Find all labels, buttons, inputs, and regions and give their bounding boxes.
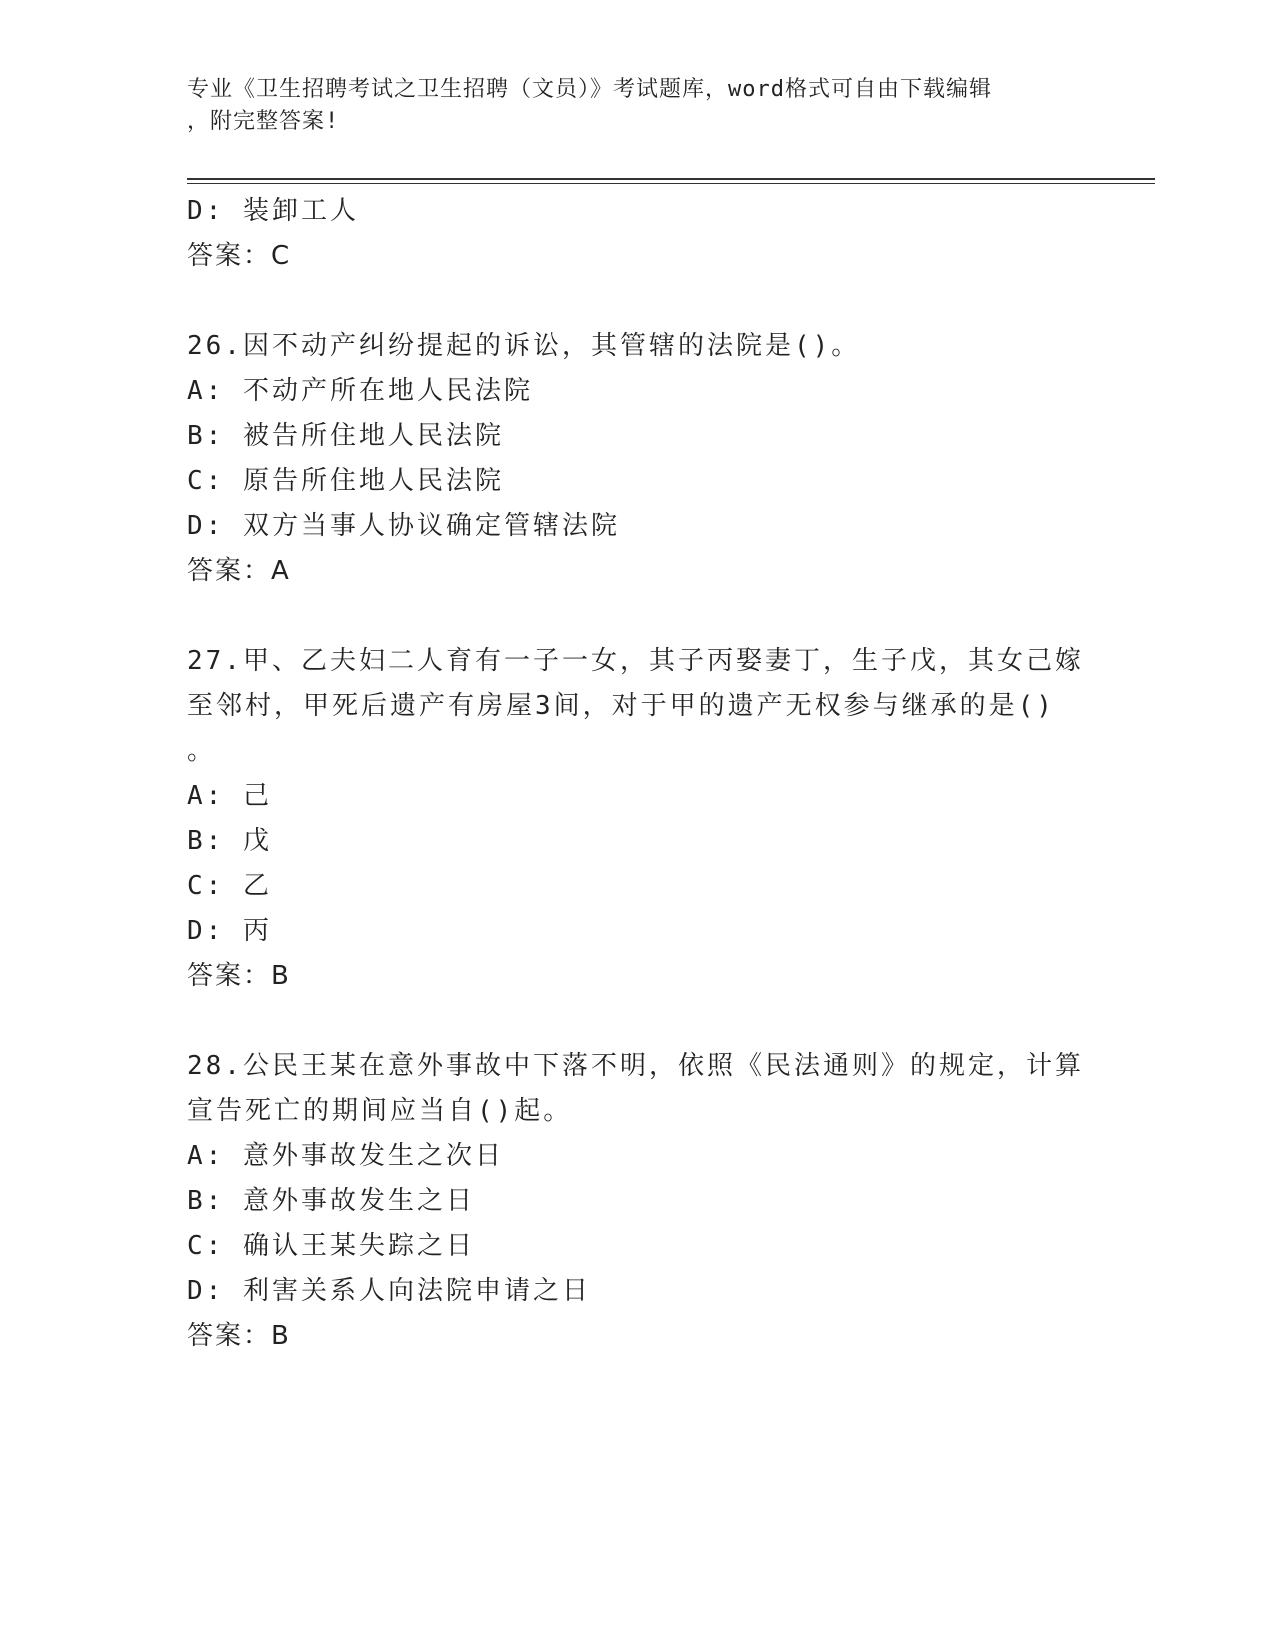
header-line-1: 专业《卫生招聘考试之卫生招聘（文员）》考试题库，word格式可自由下载编辑: [187, 77, 992, 102]
header-rule-thin: [187, 183, 1155, 184]
option-c: C: 确认王某失踪之日: [187, 1231, 475, 1261]
option-c: C: 原告所住地人民法院: [187, 466, 504, 496]
question-stem-line-1: 28.公民王某在意外事故中下落不明，依照《民法通则》的规定，计算: [187, 1051, 1084, 1081]
spacer: [187, 999, 1087, 1044]
question-stem-line-1: 27.甲、乙夫妇二人育有一子一女，其子丙娶妻丁，生子戊，其女己嫁: [187, 646, 1084, 676]
question-content: [187, 189, 1087, 1359]
question-stem: 26.因不动产纠纷提起的诉讼，其管辖的法院是()。: [187, 331, 861, 361]
option-b: B: 戊: [187, 826, 272, 856]
header-line-2: ，附完整答案!: [187, 109, 340, 134]
option-d: D: 装卸工人: [187, 196, 359, 226]
option-d: D: 丙: [187, 916, 272, 946]
answer: 答案：C: [187, 241, 292, 271]
answer: 答案：B: [187, 961, 291, 991]
option-a: A: 己: [187, 781, 272, 811]
question-stem-line-3: 。: [187, 736, 217, 766]
answer: 答案：A: [187, 556, 291, 586]
question-stem-line-2: 至邻村，甲死后遗产有房屋3间，对于甲的遗产无权参与继承的是(): [187, 691, 1055, 721]
spacer: [187, 594, 1087, 639]
option-a: A: 意外事故发生之次日: [187, 1141, 504, 1171]
question-27: [187, 639, 1087, 999]
question-28: [187, 1044, 1087, 1359]
question-stem-line-2: 宣告死亡的期间应当自()起。: [187, 1096, 573, 1126]
option-d: D: 利害关系人向法院申请之日: [187, 1276, 591, 1306]
option-c: C: 乙: [187, 871, 272, 901]
option-b: B: 被告所住地人民法院: [187, 421, 504, 451]
header-rule-thick: [187, 178, 1155, 180]
page-header: [187, 74, 1067, 138]
option-d: D: 双方当事人协议确定管辖法院: [187, 511, 620, 541]
question-26: [187, 324, 1087, 594]
option-b: B: 意外事故发生之日: [187, 1186, 475, 1216]
spacer: [187, 279, 1087, 324]
answer: 答案：B: [187, 1321, 291, 1351]
option-a: A: 不动产所在地人民法院: [187, 376, 533, 406]
